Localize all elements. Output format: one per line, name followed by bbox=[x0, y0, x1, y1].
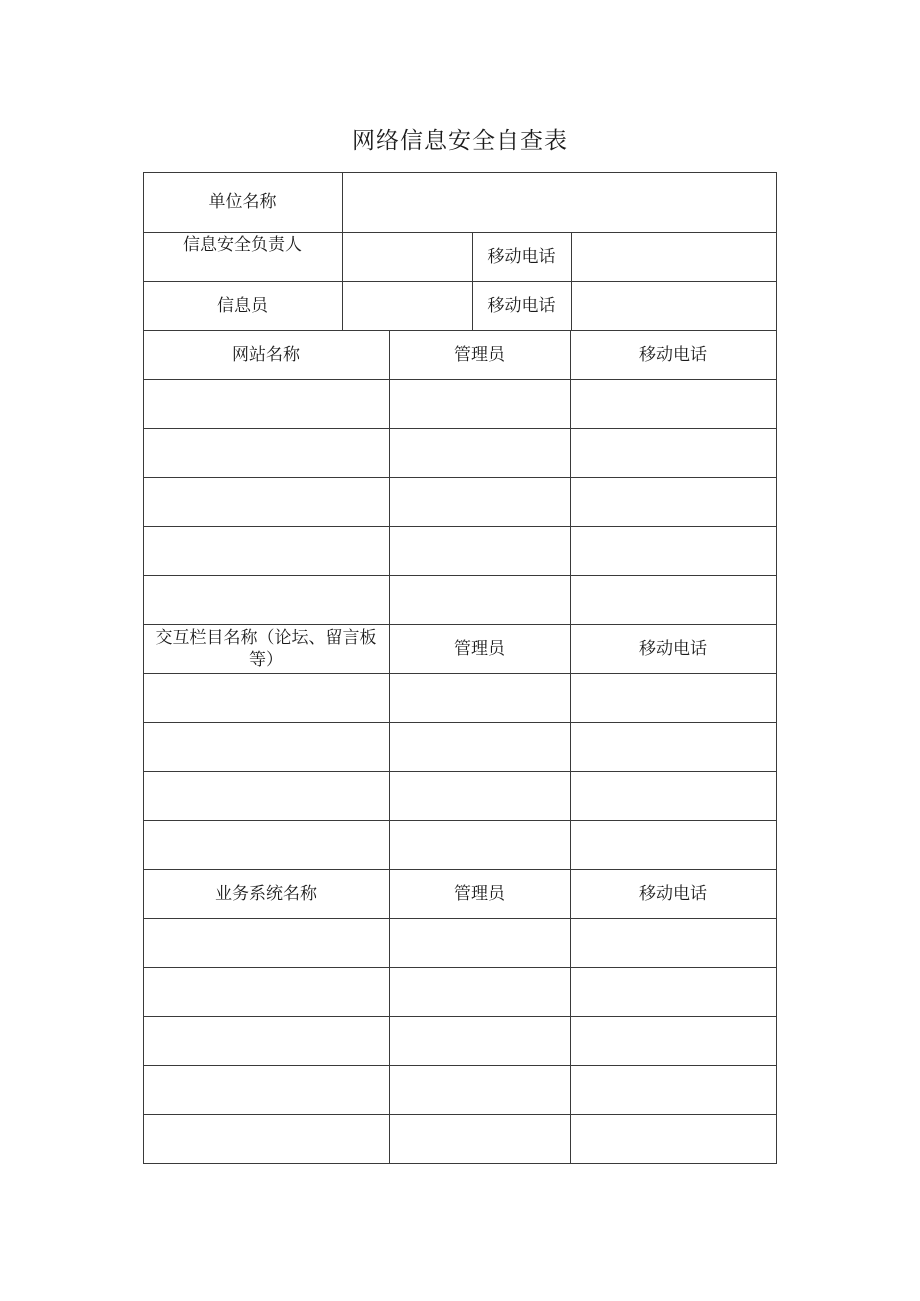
section-interactive-column-entry-1-col-1[interactable] bbox=[389, 722, 570, 771]
info-officer-label: 信息员 bbox=[217, 295, 268, 316]
page-title: 网络信息安全自查表 bbox=[352, 128, 568, 154]
section-business-system-entry-0-col-1[interactable] bbox=[389, 918, 570, 967]
section-business-system-col-2: 移动电话 bbox=[639, 883, 707, 904]
section-interactive-column-entry-2-col-2[interactable] bbox=[570, 771, 776, 820]
section-business-system-entry-3-col-0[interactable] bbox=[143, 1065, 389, 1114]
info-officer-phone-field[interactable] bbox=[571, 281, 776, 330]
section-business-system-entry-0-col-0[interactable] bbox=[143, 918, 389, 967]
table-rule-vertical bbox=[389, 330, 390, 1163]
table-rule-horizontal bbox=[143, 232, 777, 233]
section-business-system-entry-2-col-1[interactable] bbox=[389, 1016, 570, 1065]
section-business-system-entry-0-col-2[interactable] bbox=[570, 918, 776, 967]
section-business-system-entry-3-col-1[interactable] bbox=[389, 1065, 570, 1114]
section-website-entry-3-col-1[interactable] bbox=[389, 526, 570, 575]
section-interactive-column-entry-3-col-1[interactable] bbox=[389, 820, 570, 869]
section-website-entry-0-col-2[interactable] bbox=[570, 379, 776, 428]
section-website-entry-0-col-1[interactable] bbox=[389, 379, 570, 428]
section-interactive-column-entry-1-col-0[interactable] bbox=[143, 722, 389, 771]
section-website-entry-2-col-0[interactable] bbox=[143, 477, 389, 526]
section-website-col-2: 移动电话 bbox=[639, 344, 707, 365]
section-website-col-0: 网站名称 bbox=[232, 344, 300, 365]
table-rule-vertical bbox=[571, 232, 572, 330]
section-interactive-column-entry-2-col-0[interactable] bbox=[143, 771, 389, 820]
section-website-entry-0-col-0[interactable] bbox=[143, 379, 389, 428]
section-interactive-column-col-2: 移动电话 bbox=[639, 638, 707, 659]
section-interactive-column-col-1: 管理员 bbox=[454, 638, 505, 659]
unit-name-field[interactable] bbox=[342, 172, 776, 232]
section-interactive-column-entry-0-col-2[interactable] bbox=[570, 673, 776, 722]
section-business-system-entry-1-col-1[interactable] bbox=[389, 967, 570, 1016]
section-business-system-entry-3-col-2[interactable] bbox=[570, 1065, 776, 1114]
section-business-system-entry-1-col-0[interactable] bbox=[143, 967, 389, 1016]
section-website-entry-2-col-2[interactable] bbox=[570, 477, 776, 526]
section-interactive-column-col-0: 交互栏目名称（论坛、留言板等） bbox=[155, 627, 377, 670]
section-website-entry-1-col-0[interactable] bbox=[143, 428, 389, 477]
section-website-col-1: 管理员 bbox=[454, 344, 505, 365]
table-rule-vertical bbox=[143, 172, 144, 1164]
section-website-entry-3-col-2[interactable] bbox=[570, 526, 776, 575]
section-website-entry-3-col-0[interactable] bbox=[143, 526, 389, 575]
table-rule-horizontal bbox=[143, 281, 777, 282]
table-rule-vertical bbox=[570, 330, 571, 1163]
section-business-system-col-0: 业务系统名称 bbox=[215, 883, 317, 904]
unit-name-label: 单位名称 bbox=[208, 192, 277, 212]
section-business-system-col-1: 管理员 bbox=[454, 883, 505, 904]
security-head-phone-label: 移动电话 bbox=[487, 246, 556, 267]
section-website-entry-4-col-2[interactable] bbox=[570, 575, 776, 624]
info-officer-field[interactable] bbox=[342, 281, 472, 330]
section-website-entry-1-col-2[interactable] bbox=[570, 428, 776, 477]
section-interactive-column-entry-2-col-1[interactable] bbox=[389, 771, 570, 820]
security-head-phone-field[interactable] bbox=[571, 232, 776, 281]
info-officer-phone-label: 移动电话 bbox=[487, 295, 556, 316]
security-head-field[interactable] bbox=[342, 232, 472, 281]
table-rule-horizontal bbox=[143, 1163, 777, 1164]
security-head-label: 信息安全负责人 bbox=[183, 235, 302, 255]
section-interactive-column-entry-3-col-0[interactable] bbox=[143, 820, 389, 869]
section-business-system-entry-4-col-1[interactable] bbox=[389, 1114, 570, 1163]
section-interactive-column-entry-0-col-1[interactable] bbox=[389, 673, 570, 722]
section-website-entry-4-col-0[interactable] bbox=[143, 575, 389, 624]
section-interactive-column-entry-1-col-2[interactable] bbox=[570, 722, 776, 771]
table-rule-vertical bbox=[472, 232, 473, 330]
table-rule-vertical bbox=[342, 172, 343, 330]
section-website-entry-4-col-1[interactable] bbox=[389, 575, 570, 624]
section-business-system-entry-2-col-2[interactable] bbox=[570, 1016, 776, 1065]
section-interactive-column-entry-0-col-0[interactable] bbox=[143, 673, 389, 722]
section-business-system-entry-1-col-2[interactable] bbox=[570, 967, 776, 1016]
section-business-system-entry-4-col-0[interactable] bbox=[143, 1114, 389, 1163]
table-rule-horizontal bbox=[143, 172, 777, 173]
section-interactive-column-entry-3-col-2[interactable] bbox=[570, 820, 776, 869]
section-website-entry-2-col-1[interactable] bbox=[389, 477, 570, 526]
section-business-system-entry-2-col-0[interactable] bbox=[143, 1016, 389, 1065]
section-website-entry-1-col-1[interactable] bbox=[389, 428, 570, 477]
section-business-system-entry-4-col-2[interactable] bbox=[570, 1114, 776, 1163]
table-rule-vertical bbox=[776, 172, 777, 1164]
